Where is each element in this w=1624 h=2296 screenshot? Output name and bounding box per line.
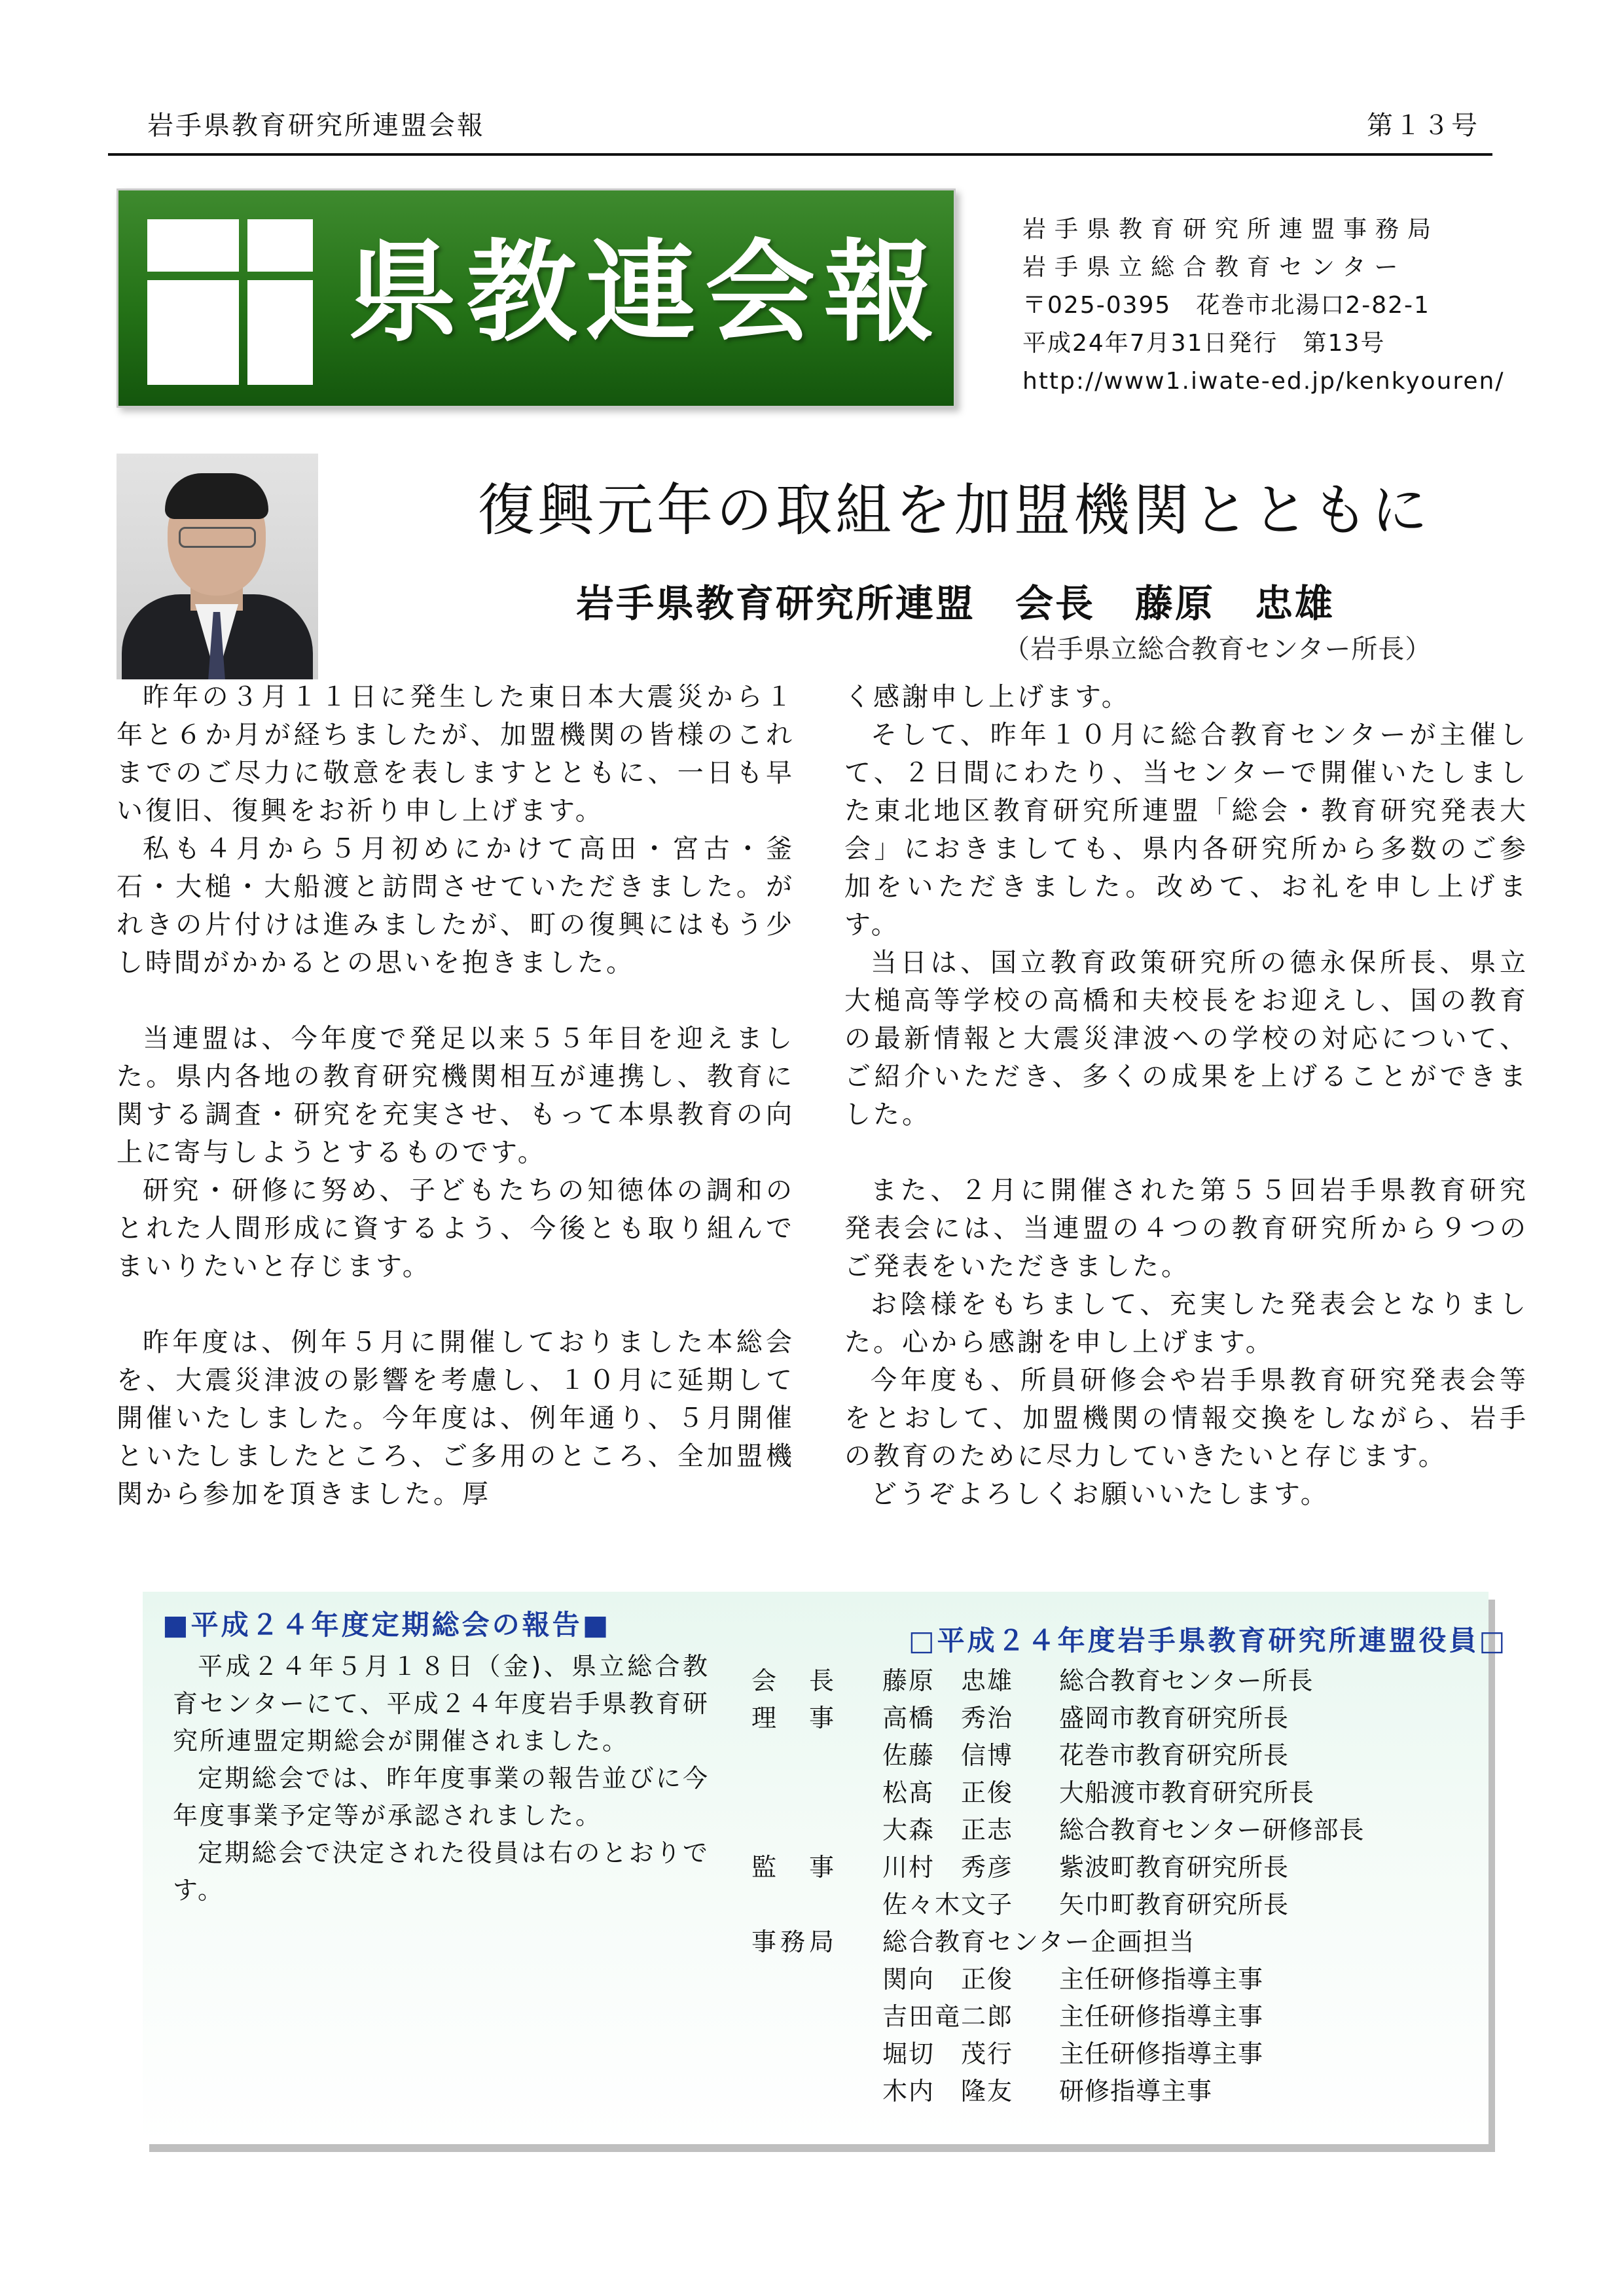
article-column-left (117, 678, 795, 1513)
officer-row (732, 1998, 1465, 2036)
paragraph: 研究・研修に努め、子どもたちの知徳体の調和のとれた人間形成に資するよう、今後とも取り組んでまいりたいと存じます。 (117, 1175, 795, 1282)
officer-row (732, 2036, 1465, 2073)
publisher-info (1022, 211, 1559, 401)
paragraph: 昨年の３月１１日に発生した東日本大震災から１年と６か月が経ちましたが、加盟機関の皆様のこれまでのご尽力に敬意を表しますとともに、一日も早い復旧、復興をお祈り申し上げます。 (117, 682, 795, 826)
paragraph: 平成２４年５月１８日（金)、県立総合教育センターにて、平成２４年度岩手県教育研究所連盟定期総会が開催されました。 (173, 1652, 710, 1755)
officer-role: 理 事 (751, 1704, 839, 1732)
author-affiliation: （岩手県立総合教育センター所長） (1003, 634, 1432, 664)
officer-position: 主任研修指導主事 (1059, 1965, 1264, 1994)
officer-position: 研修指導主事 (1059, 2077, 1213, 2106)
officer-position: 大船渡市教育研究所長 (1059, 1778, 1315, 1807)
officer-row (732, 1737, 1465, 1774)
paragraph: どうぞよろしくお願いいたします。 (871, 1479, 1329, 1509)
officer-name: 吉田竜二郎 (882, 2002, 1014, 2031)
publication-name: 岩手県教育研究所連盟会報 (147, 111, 485, 141)
officer-name: 木内 隆友 (882, 2077, 1014, 2106)
officer-position: 紫波町教育研究所長 (1059, 1853, 1290, 1882)
paragraph: そして、昨年１０月に総合教育センターが主催して、２日間にわたり、当センターで開催いたしました東北地区教育研究所連盟「総会・教育研究発表大会」におきましても、県内各研究所から多数のご参加をいただきました。改めて、お礼を申し上げます。 (844, 720, 1528, 940)
paragraph: 今年度も、所員研修会や岩手県教育研究発表会等をとおして、加盟機関の情報交換をしながら、岩手の教育のために尽力していきたいと存じます。 (844, 1365, 1528, 1471)
officer-name: 総合教育センター企画担当 (882, 1928, 1196, 1956)
officer-role: 会 長 (751, 1666, 839, 1695)
masthead-block (147, 219, 239, 272)
masthead-block (247, 219, 313, 272)
officer-role: 監 事 (751, 1853, 839, 1882)
article-title: 復興元年の取組を加盟機関とともに (478, 478, 1431, 543)
article-author: 岩手県教育研究所連盟 会長 藤原 忠雄 (576, 581, 1335, 626)
header-divider (108, 153, 1492, 156)
masthead-title: 県教連会報 (348, 227, 943, 357)
paragraph: 当日は、国立教育政策研究所の德永保所長、県立大槌高等学校の高橋和夫校長をお迎えし、国の教育の最新情報と大震災津波への学校の対応について、ご紹介いただき、多くの成果を上げることができました。 (844, 948, 1528, 1130)
paragraph: 当連盟は、今年度で発足以来５５年目を迎えました。県内各地の教育研究機関相互が連携し、教育に関する調査・研究を充実させ、もって本県教育の向上に寄与しようとするものです。 (117, 1024, 795, 1168)
officer-position: 盛岡市教育研究所長 (1059, 1704, 1290, 1732)
officer-row (732, 1961, 1465, 1998)
publish-date: 平成24年7月31日発行 第13号 (1022, 330, 1386, 357)
officer-row (732, 1886, 1465, 1924)
officers-heading: □平成２４年度岩手県教育研究所連盟役員□ (909, 1624, 1508, 1657)
officer-name: 藤原 忠雄 (882, 1666, 1014, 1695)
officer-row (732, 1849, 1465, 1886)
officer-position: 花巻市教育研究所長 (1059, 1741, 1290, 1770)
officer-position: 矢巾町教育研究所長 (1059, 1890, 1290, 1919)
masthead-logo (117, 188, 956, 408)
officer-name: 佐藤 信博 (882, 1741, 1014, 1770)
officer-position: 総合教育センター所長 (1059, 1666, 1314, 1695)
officer-row (732, 1812, 1465, 1849)
article-column-right (844, 678, 1528, 1513)
publisher-office: 岩手県教育研究所連盟事務局 (1022, 216, 1440, 243)
officer-row (732, 1924, 1465, 1961)
officer-row (732, 1774, 1465, 1812)
masthead-block (247, 280, 313, 385)
officer-role: 事務局 (751, 1928, 839, 1956)
officer-position: 主任研修指導主事 (1059, 2002, 1264, 2031)
officer-name: 佐々木文子 (882, 1890, 1014, 1919)
publisher-url: http://www1.iwate-ed.jp/kenkyouren/ (1022, 368, 1505, 395)
paragraph: 昨年度は、例年５月に開催しておりました本総会を、大震災津波の影響を考慮し、１０月に延期して開催いたしました。今年度は、例年通り、５月開催といたしましたところ、ご多用のところ、全加盟機関から参加を頂きました。厚 (117, 1327, 795, 1509)
paragraph: 定期総会では、昨年度事業の報告並びに今年度事業予定等が承認されました。 (173, 1764, 710, 1830)
publisher-center: 岩手県立総合教育センター (1022, 254, 1407, 281)
masthead-block (147, 280, 239, 385)
officer-name: 堀切 茂行 (882, 2039, 1014, 2068)
publisher-address: 〒025-0395 花巻市北湯口2-82-1 (1022, 292, 1430, 319)
paragraph: 定期総会で決定された役員は右のとおりです。 (173, 1839, 710, 1905)
officer-name: 川村 秀彦 (882, 1853, 1014, 1882)
officer-name: 大森 正志 (882, 1816, 1014, 1844)
issue-number: 第１３号 (1367, 111, 1479, 141)
paragraph: 私も４月から５月初めにかけて高田・宮古・釜石・大槌・大船渡と訪問させていただきました。がれきの片付けは進みましたが、町の復興にはもう少し時間がかかるとの思いを抱きました。 (117, 834, 795, 978)
report-heading: ■平成２４年度定期総会の報告■ (162, 1609, 611, 1641)
meeting-report (143, 1604, 710, 1909)
officer-row (732, 1662, 1465, 1700)
paragraph: お陰様をもちまして、充実した発表会となりました。心から感謝を申し上げます。 (844, 1289, 1528, 1357)
officer-list (732, 1619, 1508, 2110)
officer-name: 松髙 正俊 (882, 1778, 1014, 1807)
officer-row (732, 2073, 1465, 2110)
officer-name: 高橋 秀治 (882, 1704, 1014, 1732)
officer-position: 総合教育センター研修部長 (1059, 1816, 1365, 1844)
running-header (134, 105, 1492, 151)
paragraph: また、２月に開催された第５５回岩手県教育研究発表会には、当連盟の４つの教育研究所から９つのご発表をいただきました。 (844, 1175, 1528, 1282)
officer-name: 関向 正俊 (882, 1965, 1014, 1994)
author-photo (117, 454, 318, 679)
officer-position: 主任研修指導主事 (1059, 2039, 1264, 2068)
paragraph: く感謝申し上げます。 (844, 682, 1130, 712)
report-box (143, 1592, 1508, 2144)
officer-row (732, 1700, 1465, 1737)
